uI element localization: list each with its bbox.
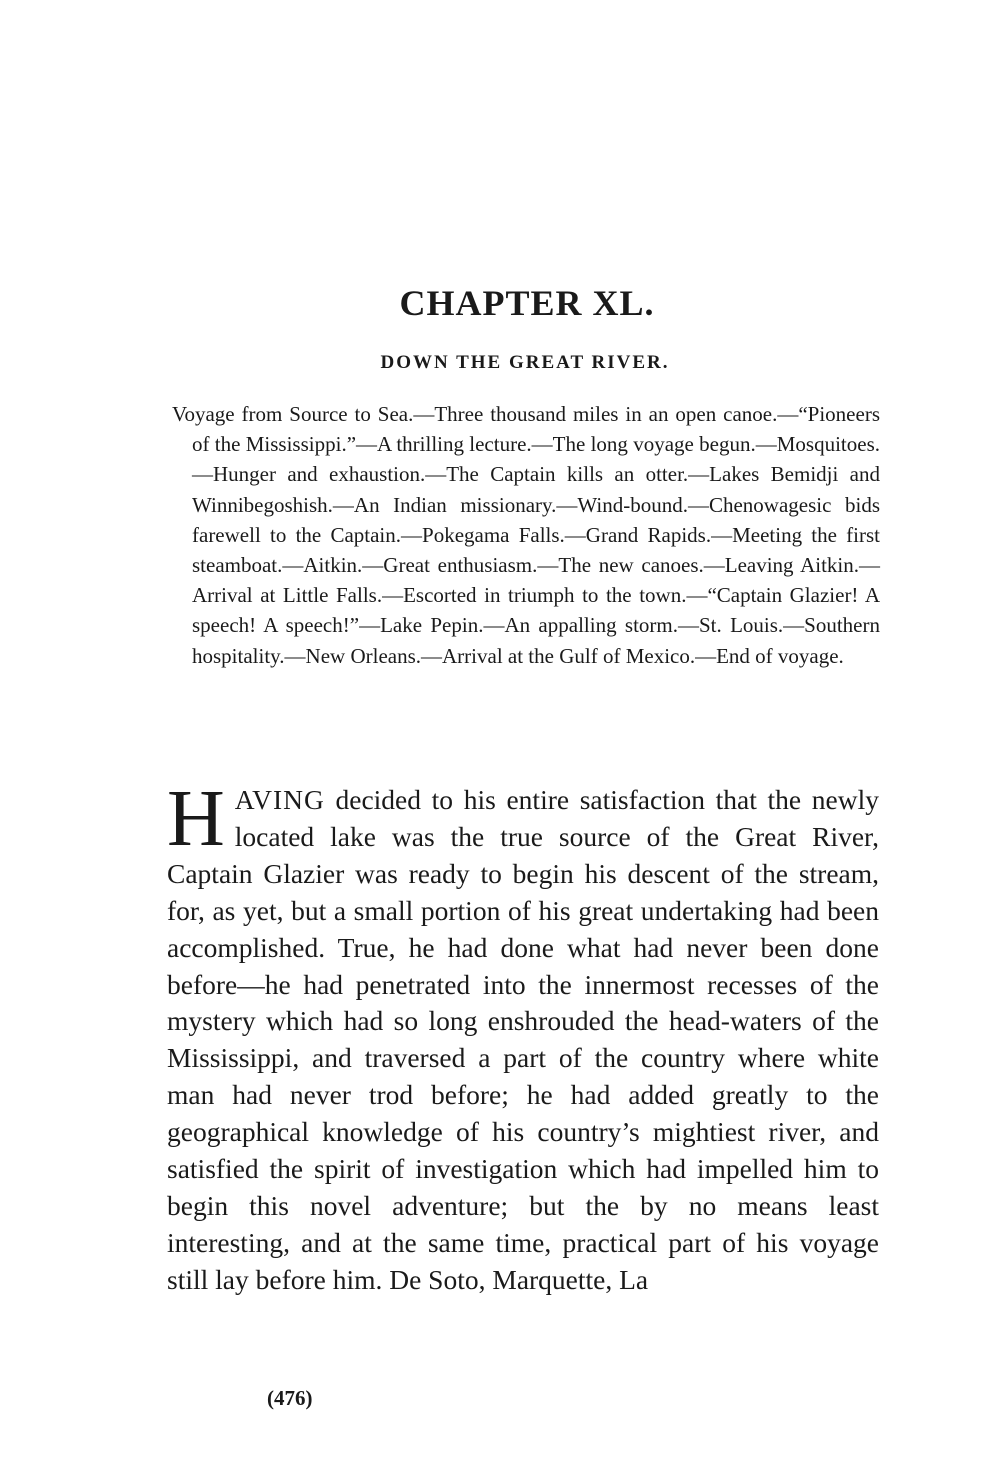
chapter-subtitle: DOWN THE GREAT RIVER.	[380, 352, 670, 373]
first-word-caps: AVING	[234, 784, 325, 815]
page-number: (476)	[267, 1386, 313, 1410]
body-paragraph	[167, 775, 879, 1299]
chapter-title: CHAPTER XL.	[399, 283, 655, 323]
drop-cap: H	[167, 775, 225, 863]
body-text: decided to his entire satisfaction that the newly located lake was the true source of the Great River, Captain Glazier was ready to begin his descent of the stream, for, as yet, but a small portion of his great undertaking had been accomplished. True, he had done what had never been done before—he had penetrated into the innermost recesses of the mystery which had so long enshrouded the head-waters of the Mississippi, and traversed a part of the country where white man had never trod before; he had added greatly to the geographical knowledge of his country’s mightiest river, and satisfied the spirit of investigation which had impelled him to begin this novel adventure; but the by no means least interesting, and at the same time, practical part of his voyage still lay before him. De Soto, Marquette, La	[167, 784, 879, 1295]
chapter-synopsis: Voyage from Source to Sea.—Three thousand miles in an open canoe.—“Pioneers of the Mississippi.”—A thrilling lecture.—The long voyage begun.—Mosquitoes.—Hunger and exhaustion.—The Captain kills an otter.—Lakes Bemidji and Winnibegoshish.—An Indian missionary.—Wind-bound.—Chenowagesic bids farewell to the Captain.—Pokegama Falls.—Grand Rapids.—Meeting the first steamboat.—Aitkin.—Great enthusiasm.—The new canoes.—Leaving Aitkin.—Arrival at Little Falls.—Escorted in triumph to the town.—“Captain Glazier! A speech! A speech!”—Lake Pepin.—An appalling storm.—St. Louis.—Southern hospitality.—New Orleans.—Arrival at the Gulf of Mexico.—End of voyage.	[172, 402, 880, 668]
